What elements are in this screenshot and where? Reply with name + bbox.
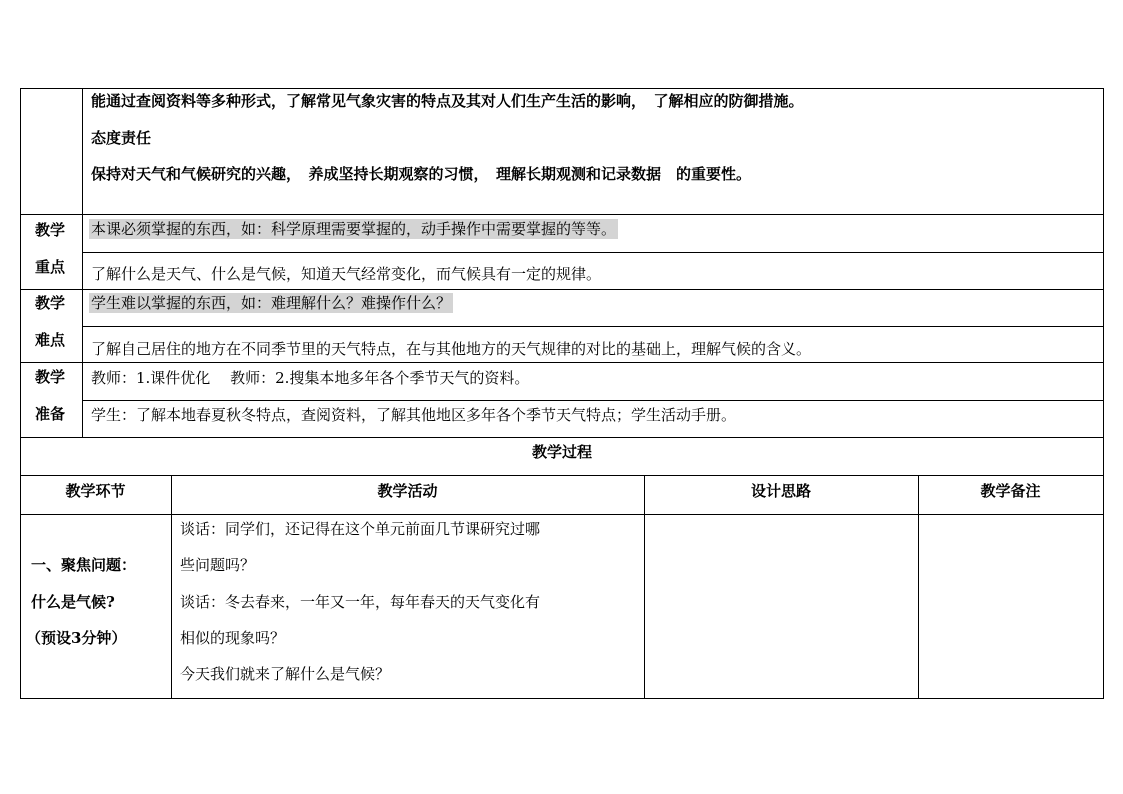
activity-line: 相似的现象吗？ [180,629,286,647]
difficulties-hint: 学生难以掌握的东西，如：难理解什么？难操作什么？ [91,294,452,312]
stage-duration: （预设3分钟） [26,629,127,647]
row-divider [82,326,1104,327]
stage-title: 一、聚焦问题： [31,556,137,574]
row-divider [20,437,1104,438]
difficulties-label: 难点 [35,331,66,349]
key-points-content: 了解什么是天气、什么是气候，知道天气经常变化，而气候具有一定的规律。 [91,265,602,283]
column-divider [918,475,919,699]
difficulties-content: 了解自己居住的地方在不同季节里的天气特点，在与其他地方的天气规律的对比的基础上，理解气候的含义。 [91,340,812,358]
difficulties-label: 教学 [35,294,66,312]
activity-line: 些问题吗？ [180,556,256,574]
row-divider [20,514,1104,515]
activity-line: 今天我们就来了解什么是气候？ [180,665,391,683]
column-divider [644,475,645,699]
table-border-top [20,88,1104,89]
preparation-label: 教学 [35,368,66,386]
row-divider [20,214,1104,215]
label-column-divider [82,88,83,438]
column-divider [171,475,172,699]
teacher-preparation: 教师：1.课件优化 教师：2.搜集本地多年各个季节天气的资料。 [91,369,530,387]
table-border-left [20,88,21,699]
column-header-design: 设计思路 [750,482,811,500]
key-points-label: 教学 [35,221,66,239]
row-divider [20,289,1104,290]
activity-line: 谈话：同学们，还记得在这个单元前面几节课研究过哪 [180,520,541,538]
column-header-notes: 教学备注 [980,482,1041,500]
row-divider [20,362,1104,363]
stage-title: 什么是气候? [31,593,115,611]
process-title: 教学过程 [531,443,592,461]
row-divider [82,400,1104,401]
row-divider [82,252,1104,253]
row-divider [20,475,1104,476]
preparation-label: 准备 [35,405,66,423]
student-preparation: 学生：了解本地春夏秋冬特点，查阅资料，了解其他地区多年各个季节天气特点；学生活动手册。 [91,406,737,424]
column-header-stage: 教学环节 [65,482,126,500]
attitude-heading: 态度责任 [91,129,152,147]
table-border-right [1103,88,1104,699]
key-points-label: 重点 [35,258,66,276]
key-points-hint: 本课必须掌握的东西，如：科学原理需要掌握的，动手操作中需要掌握的等等。 [91,220,617,238]
activity-line: 谈话：冬去春来，一年又一年，每年春天的天气变化有 [180,593,541,611]
attitude-text: 保持对天气和气候研究的兴趣， 养成坚持长期观察的习惯， 理解长期观测和记录数据 的重要性。 [91,165,752,183]
objective-text: 能通过查阅资料等多种形式，了解常见气象灾害的特点及其对人们生产生活的影响， 了解相应的防御措施。 [91,92,804,110]
table-border-bottom [20,698,1104,699]
column-header-activity: 教学活动 [377,482,438,500]
